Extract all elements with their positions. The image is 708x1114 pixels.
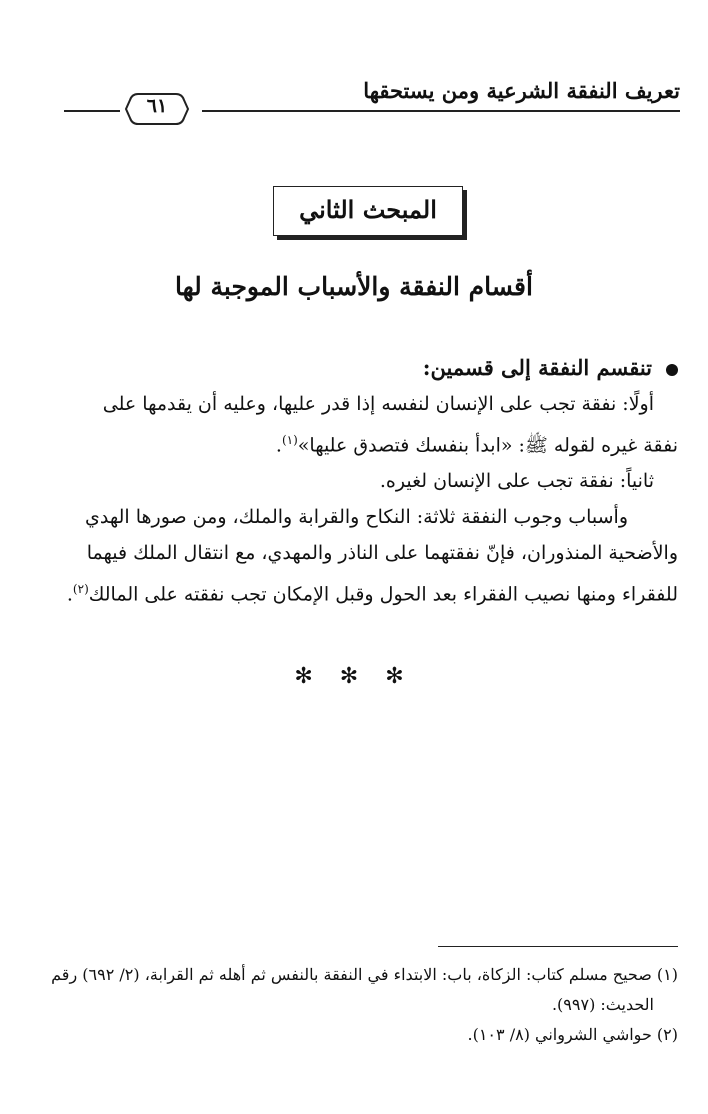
paragraph-line: والأضحية المنذوران، فإنّ نفقتهما على الناذر والمهدي، مع انتقال الملك فيهما — [86, 542, 678, 565]
bullet-line — [60, 350, 678, 386]
header-rule — [202, 110, 680, 112]
page-number: ٦١ — [146, 95, 168, 117]
paragraph-line — [60, 571, 678, 612]
bullet-dot-icon — [666, 364, 678, 376]
page-number-ornament — [124, 92, 190, 126]
bullet-text: تنقسم النفقة إلى قسمين: — [422, 355, 652, 380]
paragraph-line: ثانياً: نفقة تجب على الإنسان لغيره. — [379, 470, 654, 493]
paragraph-line-text: للفقراء ومنها نصيب الفقراء بعد الحول وقبل الإمكان تجب نفقته على المالك — [88, 583, 678, 606]
footnote-rule — [438, 946, 678, 947]
footnote-ref: (١) — [281, 433, 298, 447]
section-title-box — [273, 186, 463, 236]
footnote-line: (١) صحيح مسلم كتاب: الزكاة، باب: الابتداء في النفقة بالنفس ثم أهله ثم القرابة، (٢/ ٦٩٢) رقم — [51, 965, 678, 984]
running-header — [64, 78, 680, 128]
header-rule-left — [64, 110, 120, 112]
paragraph-line-text: نفقة غيره لقوله ﷺ: «ابدأ بنفسك فتصدق عليها» — [297, 434, 678, 457]
chapter-heading: أقسام النفقة والأسباب الموجبة لها — [175, 272, 533, 301]
line-end-punct: . — [66, 583, 73, 606]
body-text — [60, 350, 678, 613]
footnote-line: الحديث: (٩٩٧). — [551, 995, 654, 1014]
line-end-punct: . — [275, 434, 282, 457]
paragraph-line: أولًا: نفقة تجب على الإنسان لنفسه إذا قدر عليها، وعليه أن يقدمها على — [102, 393, 654, 415]
section-title: المبحث الثاني — [299, 195, 437, 224]
footnote-ref: (٢) — [72, 582, 89, 597]
footnote-line: (٢) حواشي الشرواني (٨/ ١٠٣). — [467, 1025, 678, 1044]
paragraph-line: وأسباب وجوب النفقة ثلاثة: النكاح والقرابة والملك، ومن صورها الهدي — [85, 506, 628, 529]
paragraph-line — [60, 422, 678, 463]
section-separator: ✻ ✻ ✻ — [294, 664, 414, 689]
footnotes — [51, 960, 678, 1050]
running-header-title: تعريف النفقة الشرعية ومن يستحقها — [363, 78, 680, 103]
